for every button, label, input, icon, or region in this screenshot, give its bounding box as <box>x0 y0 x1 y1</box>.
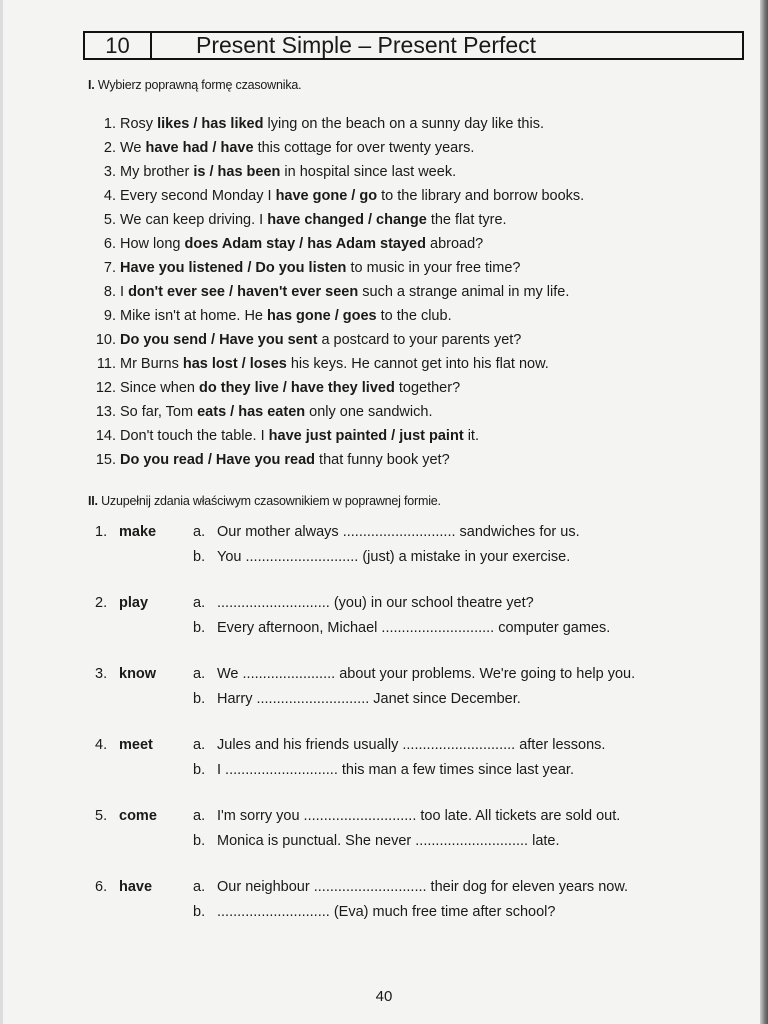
item-number: 4. <box>103 188 116 204</box>
exercise-2-item <box>95 524 735 595</box>
sentence-letter: a. <box>193 737 206 753</box>
verb-options[interactable]: likes / has liked <box>157 116 264 132</box>
gap-sentence-text: I ............................ this man a few times since last year. <box>217 762 574 778</box>
item-number: 6. <box>95 879 108 895</box>
exercise-1-item <box>88 208 728 232</box>
item-number: 6. <box>103 236 116 252</box>
gap-sentence-text: Jules and his friends usually ............................ after lessons. <box>217 737 606 753</box>
item-number: 2. <box>103 140 116 156</box>
item-number: 5. <box>103 212 116 228</box>
sentence-end: it. <box>467 428 479 444</box>
gap-sentence-b[interactable] <box>193 762 574 778</box>
base-verb: know <box>119 666 157 682</box>
item-number: 4. <box>95 737 108 753</box>
gap-sentence-a[interactable] <box>193 666 635 682</box>
sentence-start: Every second Monday I <box>120 188 272 204</box>
exercise-1-item <box>88 328 728 352</box>
section-1-instruction-text: Wybierz poprawną formę czasownika. <box>97 78 302 92</box>
item-sentence <box>120 356 549 372</box>
exercise-1-item <box>88 112 728 136</box>
base-verb: come <box>119 808 157 824</box>
gap-sentence-text: ............................ (you) in our school theatre yet? <box>217 595 534 611</box>
gap-sentence-text: You ............................ (just) a mistake in your exercise. <box>217 549 571 565</box>
section-2-instruction-text: Uzupełnij zdania właściwym czasownikiem w poprawnej formie. <box>101 494 441 508</box>
sentence-end: to music in your free time? <box>350 260 521 276</box>
item-number: 7. <box>103 260 116 276</box>
item-sentence <box>120 308 452 324</box>
item-number: 1. <box>103 116 116 132</box>
sentence-start: Rosy <box>120 116 154 132</box>
exercise-1-item <box>88 352 728 376</box>
item-number: 3. <box>95 666 108 682</box>
item-sentence <box>120 428 479 444</box>
item-number: 3. <box>103 164 116 180</box>
unit-title: Present Simple – Present Perfect <box>196 32 537 58</box>
item-sentence <box>120 212 507 228</box>
item-sentence <box>120 140 474 156</box>
page-left-edge <box>0 0 3 1024</box>
gap-sentence-a[interactable] <box>193 524 580 540</box>
gap-sentence-text: I'm sorry you ............................ too late. All tickets are sold out. <box>217 808 621 824</box>
sentence-letter: b. <box>193 620 206 636</box>
sentence-end: that funny book yet? <box>319 452 450 468</box>
sentence-start: Since when <box>120 380 195 396</box>
item-sentence <box>120 380 460 396</box>
item-sentence <box>120 332 521 348</box>
gap-sentence-text: Our mother always ............................ sandwiches for us. <box>217 524 580 540</box>
section-1-list <box>88 112 728 472</box>
section-1-instruction <box>88 78 301 92</box>
item-sentence <box>120 236 483 252</box>
section-1-roman: I. <box>88 78 95 92</box>
verb-options[interactable]: Have you listened / Do you listen <box>120 260 347 276</box>
gap-sentence-a[interactable] <box>193 737 605 753</box>
exercise-1-item <box>88 256 728 280</box>
item-number: 1. <box>95 524 108 540</box>
gap-sentence-text: Our neighbour ............................ their dog for eleven years now. <box>217 879 629 895</box>
gap-sentence-b[interactable] <box>193 833 560 849</box>
gap-sentence-text: ............................ (Eva) much free time after school? <box>217 904 556 920</box>
gap-sentence-text: Harry ............................ Janet since December. <box>217 691 521 707</box>
sentence-letter: b. <box>193 549 206 565</box>
exercise-2-item <box>95 666 735 737</box>
verb-options[interactable]: Do you send / Have you sent <box>120 332 318 348</box>
sentence-end: together? <box>398 380 461 396</box>
item-sentence <box>120 260 521 276</box>
verb-options[interactable]: has lost / loses <box>182 356 287 372</box>
gap-sentence-a[interactable] <box>193 595 534 611</box>
gap-sentence-text: We ....................... about your problems. We're going to help you. <box>217 666 636 682</box>
gap-sentence-a[interactable] <box>193 879 628 895</box>
verb-options[interactable]: is / has been <box>193 164 281 180</box>
page-binding-edge <box>760 0 768 1024</box>
sentence-start: We can keep driving. I <box>120 212 264 228</box>
item-number: 13. <box>95 404 116 420</box>
sentence-end: in hospital since last week. <box>284 164 457 180</box>
verb-options[interactable]: does Adam stay / has Adam stayed <box>184 236 426 252</box>
item-number: 5. <box>95 808 108 824</box>
exercise-1-item <box>88 448 728 472</box>
item-sentence <box>120 116 544 132</box>
sentence-end: this cottage for over twenty years. <box>257 140 475 156</box>
sentence-end: to the library and borrow books. <box>381 188 585 204</box>
sentence-end: lying on the beach on a sunny day like this. <box>267 116 544 132</box>
sentence-end: abroad? <box>430 236 484 252</box>
verb-options[interactable]: have just painted / just paint <box>268 428 464 444</box>
page-number: 40 <box>375 988 393 1005</box>
base-verb: make <box>119 524 157 540</box>
gap-sentence-b[interactable] <box>193 904 555 920</box>
sentence-start: So far, Tom <box>120 404 194 420</box>
section-2-instruction <box>88 494 441 508</box>
gap-sentence-a[interactable] <box>193 808 620 824</box>
sentence-letter: a. <box>193 524 206 540</box>
exercise-1-item <box>88 160 728 184</box>
base-verb: meet <box>119 737 153 753</box>
exercise-2-item <box>95 595 735 666</box>
exercise-2-item <box>95 808 735 879</box>
sentence-letter: a. <box>193 666 206 682</box>
verb-options[interactable]: do they live / have they lived <box>199 380 395 396</box>
sentence-end: his keys. He cannot get into his flat now. <box>290 356 549 372</box>
verb-options[interactable]: has gone / goes <box>267 308 377 324</box>
exercise-1-item <box>88 232 728 256</box>
verb-options[interactable]: have gone / go <box>275 188 378 204</box>
item-number: 2. <box>95 595 108 611</box>
verb-options[interactable]: have had / have <box>145 140 254 156</box>
item-number: 8. <box>103 284 116 300</box>
item-number: 10. <box>95 332 116 348</box>
sentence-end: only one sandwich. <box>309 404 433 420</box>
item-number: 9. <box>103 308 116 324</box>
base-verb: play <box>119 595 149 611</box>
item-sentence <box>120 164 456 180</box>
item-number: 15. <box>95 452 116 468</box>
item-number: 14. <box>95 428 116 444</box>
gap-sentence-b[interactable] <box>193 691 521 707</box>
verb-options[interactable]: eats / has eaten <box>197 404 306 420</box>
exercise-1-item <box>88 304 728 328</box>
sentence-start: Mr Burns <box>120 356 179 372</box>
verb-options[interactable]: have changed / change <box>267 212 427 228</box>
item-sentence <box>120 188 584 204</box>
sentence-letter: b. <box>193 833 206 849</box>
sentence-end: to the club. <box>380 308 452 324</box>
sentence-start: How long <box>120 236 181 252</box>
sentence-start: My brother <box>120 164 190 180</box>
item-sentence <box>120 452 450 468</box>
sentence-start: I <box>120 284 125 300</box>
sentence-letter: a. <box>193 808 206 824</box>
sentence-start: We <box>120 140 142 156</box>
item-number: 12. <box>95 380 116 396</box>
sentence-end: such a strange animal in my life. <box>362 284 570 300</box>
gap-sentence-b[interactable] <box>193 620 610 636</box>
exercise-1-item <box>88 376 728 400</box>
verb-options[interactable]: don't ever see / haven't ever seen <box>128 284 359 300</box>
sentence-end: a postcard to your parents yet? <box>321 332 522 348</box>
sentence-start: Don't touch the table. I <box>120 428 265 444</box>
sentence-end: the flat tyre. <box>430 212 507 228</box>
unit-header <box>83 31 744 60</box>
gap-sentence-text: Monica is punctual. She never ............................ late. <box>217 833 560 849</box>
gap-sentence-text: Every afternoon, Michael ............................ computer games. <box>217 620 611 636</box>
unit-number: 10 <box>85 33 152 58</box>
exercise-2-item <box>95 737 735 808</box>
sentence-letter: b. <box>193 691 206 707</box>
exercise-1-item <box>88 184 728 208</box>
gap-sentence-b[interactable] <box>193 549 570 565</box>
base-verb: have <box>119 879 153 895</box>
exercise-1-item <box>88 400 728 424</box>
exercise-1-item <box>88 136 728 160</box>
sentence-start: Mike isn't at home. He <box>120 308 263 324</box>
item-number: 11. <box>96 356 116 372</box>
sentence-letter: b. <box>193 762 206 778</box>
exercise-1-item <box>88 280 728 304</box>
sentence-letter: a. <box>193 879 206 895</box>
exercise-1-item <box>88 424 728 448</box>
item-sentence <box>120 404 432 420</box>
section-2-roman: II. <box>88 494 98 508</box>
exercise-2-item <box>95 879 735 950</box>
sentence-letter: a. <box>193 595 206 611</box>
section-2-list <box>95 524 735 950</box>
verb-options[interactable]: Do you read / Have you read <box>120 452 316 468</box>
sentence-letter: b. <box>193 904 206 920</box>
item-sentence <box>120 284 569 300</box>
